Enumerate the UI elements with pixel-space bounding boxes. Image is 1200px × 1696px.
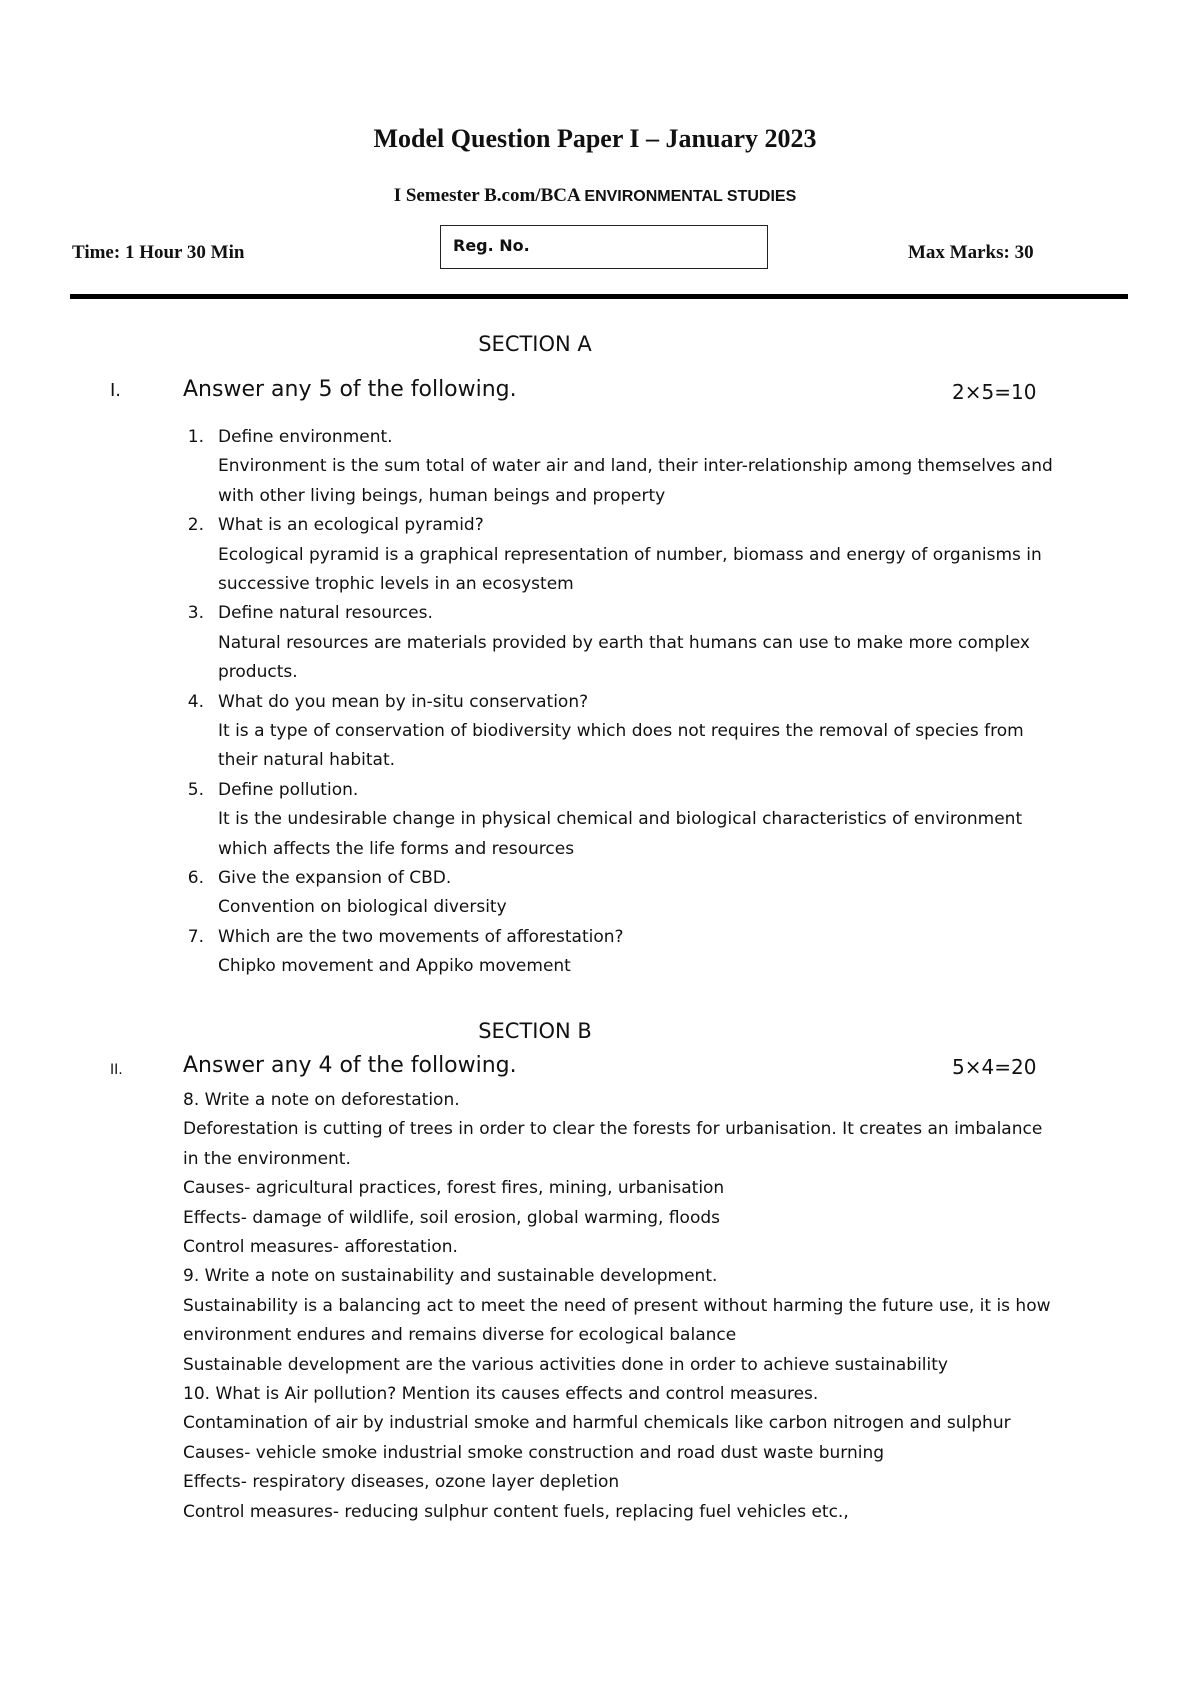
page-title: Model Question Paper I – January 2023 [373,124,817,153]
subtitle-course: I Semester B.com/BCA [393,185,580,206]
question-number: 1. [187,427,204,447]
question-number: 6. [187,868,204,888]
answer-text: their natural habitat. [218,750,396,771]
question-text: Define natural resources. [218,603,433,624]
question-number: 4. [187,691,204,712]
question-text: Give the expansion of CBD. [218,868,452,888]
question-text: 9. Write a note on sustainability and sustainable development. [183,1266,718,1287]
answer-text: successive trophic levels in an ecosystem [218,574,574,594]
answer-text: It is the undesirable change in physical chemical and biological characteristics of environment [218,809,1023,830]
subtitle [0,185,1190,207]
answer-text: Deforestation is cutting of trees in order to clear the forests for urbanisation. It creates an imbalance [183,1119,1043,1140]
section-a-score: 2×5=10 [952,380,1037,404]
section-a-roman: I. [110,380,122,401]
answer-text: with other living beings, human beings and property [218,485,666,506]
reg-no-label: Reg. No. [453,236,530,255]
section-b-instruction: Answer any 4 of the following. [183,1053,517,1078]
question-number: 7. [187,926,204,947]
question-text: What do you mean by in-situ conservation? [218,691,589,712]
answer-text: Ecological pyramid is a graphical representation of number, biomass and energy of organisms in [218,544,1042,565]
answer-text: Natural resources are materials provided by earth that humans can use to make more complex [218,632,1030,653]
answer-text: Control measures- reducing sulphur content fuels, replacing fuel vehicles etc., [183,1501,849,1522]
answer-text: in the environment. [183,1148,351,1169]
answer-text: environment endures and remains diverse for ecological balance [183,1325,737,1346]
answer-text: Contamination of air by industrial smoke and harmful chemicals like carbon nitrogen and sulphur [183,1413,1011,1434]
answer-text: Effects- damage of wildlife, soil erosion, global warming, floods [183,1207,721,1228]
header-divider [70,294,1128,299]
section-b-roman: II. [110,1062,123,1078]
question-text: Which are the two movements of afforestation? [218,926,624,947]
answer-text: Environment is the sum total of water air and land, their inter-relationship among themselves and [218,456,1053,477]
answer-text: It is a type of conservation of biodiversity which does not requires the removal of species from [218,721,1024,741]
answer-text: products. [218,662,298,683]
answer-text: Sustainability is a balancing act to meet the need of present without harming the future use, it is how [183,1295,1051,1316]
section-a-heading: SECTION A [478,332,592,356]
section-b-score: 5×4=20 [952,1055,1037,1079]
question-text: Define pollution. [218,779,359,800]
answer-text: which affects the life forms and resources [218,838,575,859]
answer-text: Chipko movement and Appiko movement [218,956,571,977]
time-label: Time: 1 Hour 30 Min [72,242,245,263]
question-text: What is an ecological pyramid? [218,515,484,536]
answer-text: Effects- respiratory diseases, ozone layer depletion [183,1472,620,1493]
question-number: 5. [187,779,204,800]
reg-no-box [440,225,768,269]
answer-text: Convention on biological diversity [218,897,507,918]
question-number: 2. [187,515,204,536]
section-a-instruction: Answer any 5 of the following. [183,377,517,402]
question-text: Define environment. [218,427,393,447]
answer-text: Control measures- afforestation. [183,1237,458,1257]
section-b-heading: SECTION B [478,1019,592,1043]
answer-text: Causes- agricultural practices, forest fires, mining, urbanisation [183,1178,725,1199]
question-text: 8. Write a note on deforestation. [183,1090,460,1110]
subtitle-department: ENVIRONMENTAL STUDIES [584,188,797,205]
answer-text: Sustainable development are the various activities done in order to achieve sustainability [183,1354,948,1375]
question-number: 3. [187,603,204,624]
question-text: 10. What is Air pollution? Mention its causes effects and control measures. [183,1384,819,1404]
max-marks-label: Max Marks: 30 [908,242,1034,263]
answer-text: Causes- vehicle smoke industrial smoke construction and road dust waste burning [183,1442,885,1463]
